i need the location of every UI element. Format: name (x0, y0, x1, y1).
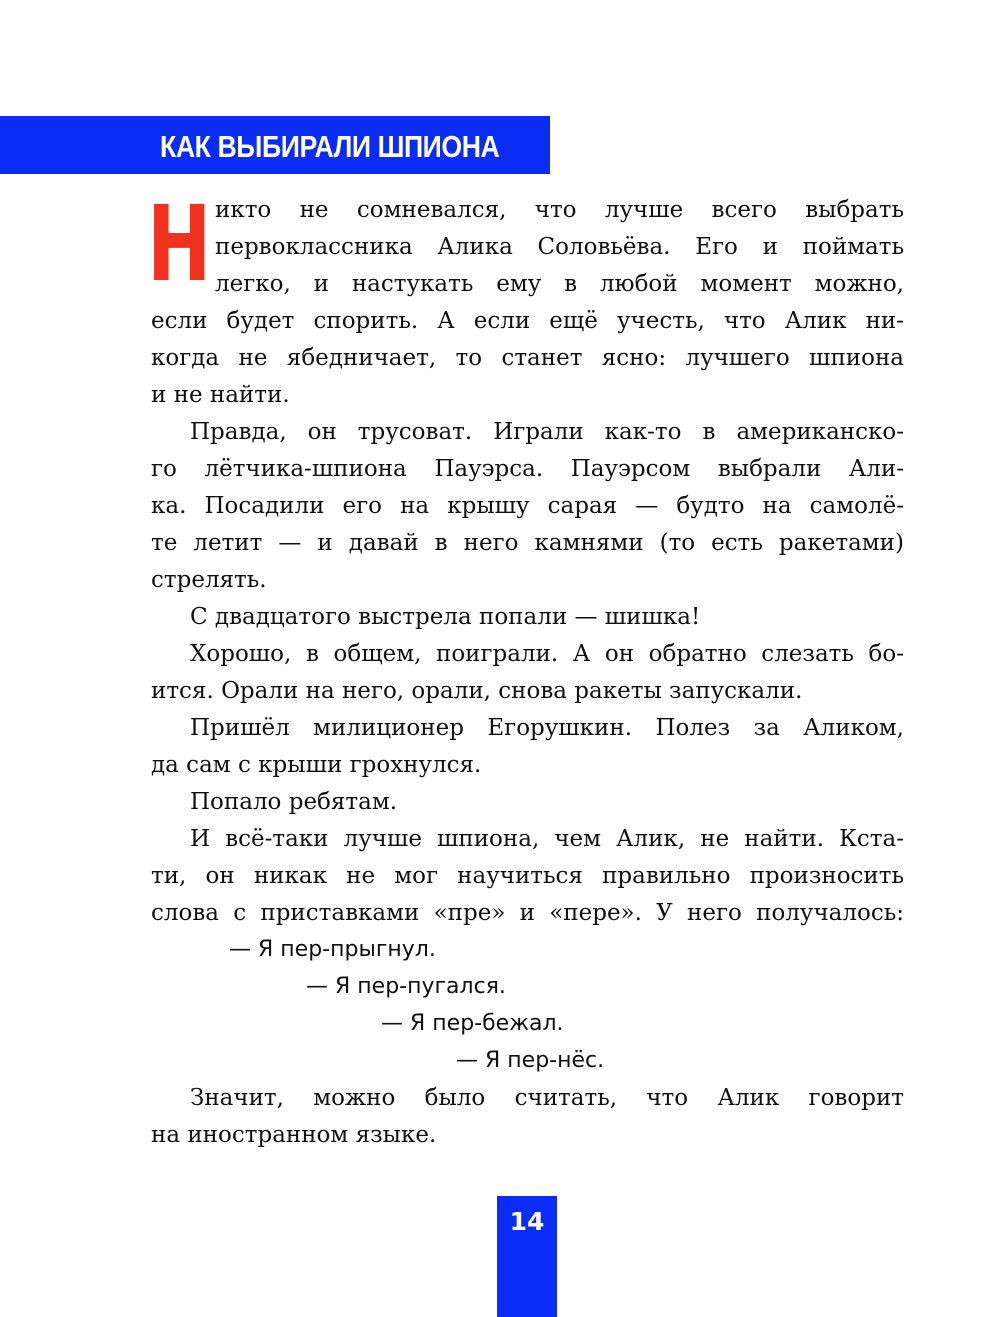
text-line: И всё-таки лучше шпиона, чем Алик, не найти. Кста- (190, 826, 904, 852)
dialogue-line: — Я пер-пугался. (306, 974, 506, 999)
page-number: 14 (509, 1207, 545, 1236)
text-line: стрелять. (151, 567, 267, 593)
text-line: слова с приставками «пре» и «пере». У него получалось: (151, 900, 904, 926)
text-line: го лётчика-шпиона Пауэрса. Пауэрсом выбрали Али- (151, 456, 904, 482)
dialogue-line: — Я пер-бежал. (381, 1011, 564, 1036)
text-line: если будет спорить. А если ещё учесть, что Алик ни- (151, 308, 904, 334)
text-line: С двадцатого выстрела попали — шишка! (190, 604, 701, 630)
text-line: ти, он никак не мог научиться правильно произносить (151, 863, 904, 889)
text-line: Хорошо, в общем, поиграли. А он обратно слезать бо- (190, 641, 904, 667)
text-line: те летит — и давай в него камнями (то есть ракетами) (151, 530, 904, 556)
dialogue-line: — Я пер-нёс. (456, 1048, 605, 1073)
text-line: икто не сомневался, что лучше всего выбрать (215, 197, 904, 223)
text-line: Правда, он трусоват. Играли как-то в американско- (190, 419, 904, 445)
text-line: Попало ребятам. (190, 789, 398, 815)
text-line: Значит, можно было считать, что Алик говорит (190, 1085, 904, 1111)
text-line: легко, и настукать ему в любой момент можно, (215, 271, 904, 297)
text-line: на иностранном языке. (151, 1122, 437, 1148)
drop-cap: Н (147, 183, 212, 305)
text-line: первоклассника Алика Соловьёва. Его и поймать (215, 234, 904, 260)
text-line: да сам с крыши грохнулся. (151, 752, 482, 778)
text-line: и не найти. (151, 382, 290, 408)
dialogue-line: — Я пер-прыгнул. (229, 937, 436, 962)
chapter-title: КАК ВЫБИРАЛИ ШПИОНА (160, 129, 500, 164)
text-line: ка. Посадили его на крышу сарая — будто на самолё- (151, 493, 904, 519)
text-line: Пришёл милиционер Егорушкин. Полез за Аликом, (190, 715, 904, 741)
text-line: ится. Орали на него, орали, снова ракеты запускали. (151, 678, 803, 704)
text-line: когда не ябедничает, то станет ясно: лучшего шпиона (151, 345, 904, 371)
